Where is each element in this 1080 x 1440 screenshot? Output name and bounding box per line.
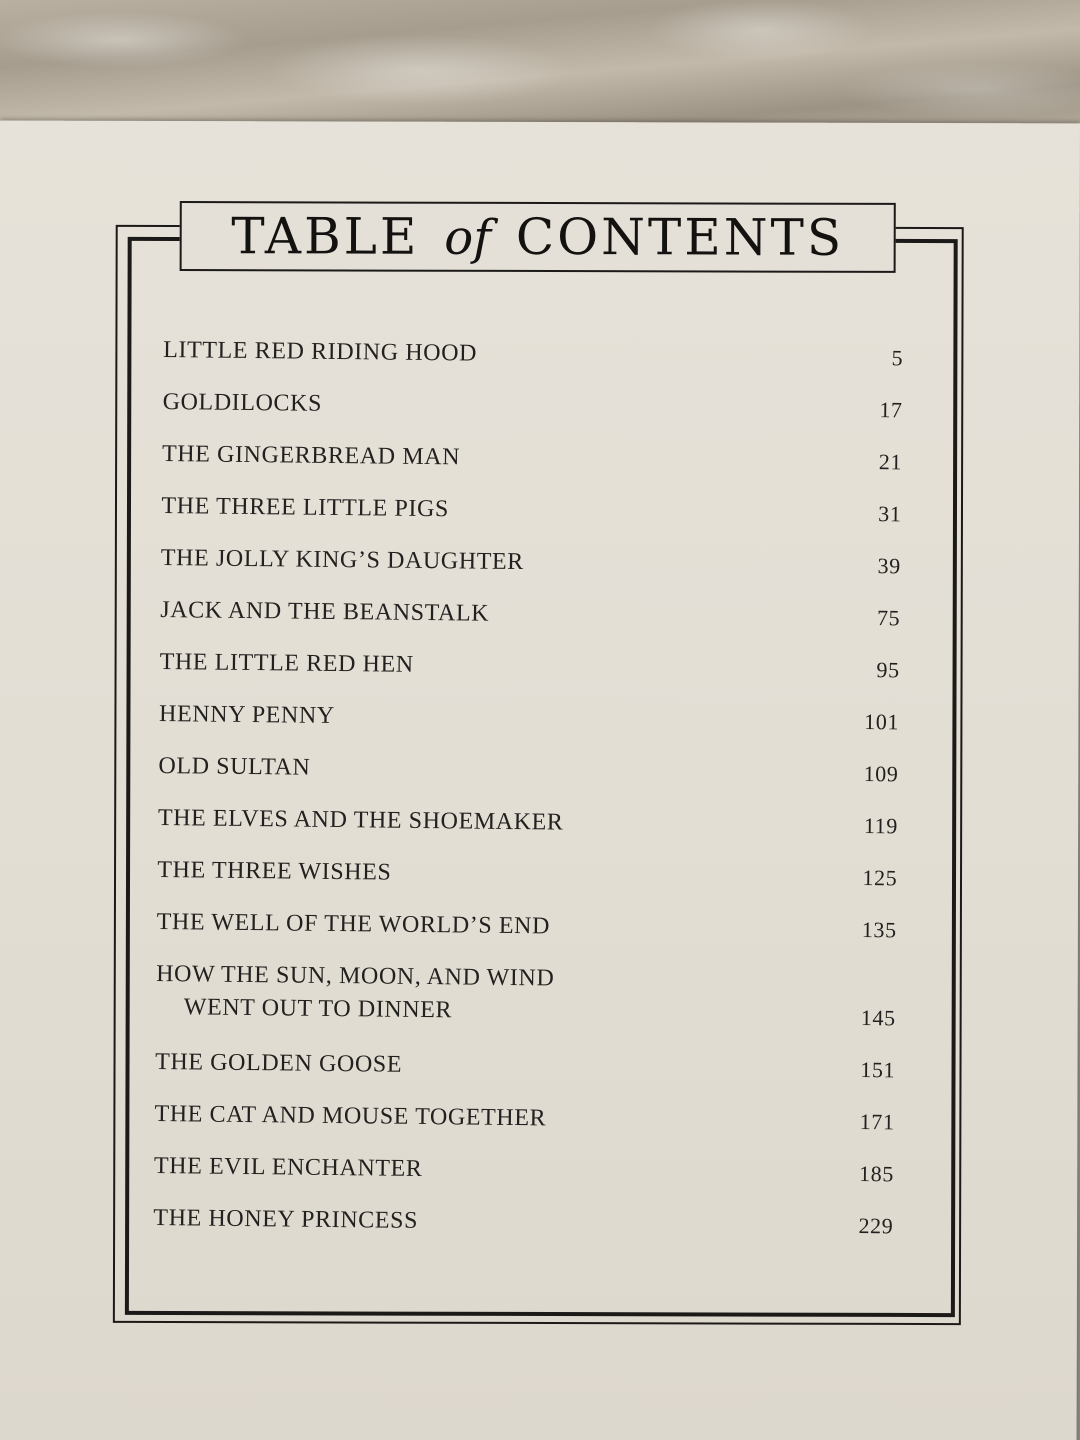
toc-list [153,331,903,1259]
toc-entry-title: JACK AND THE BEANSTALK [160,596,490,627]
toc-entry-page: 31 [878,501,902,527]
toc-entry-title: THE GINGERBREAD MAN [161,441,461,471]
toc-entry-title: THE THREE WISHES [157,856,392,886]
toc-entry-title: THE ELVES AND THE SHOEMAKER [157,804,564,836]
toc-entry-title: OLD SULTAN [158,752,311,781]
toc-entry-page: 39 [877,553,901,579]
toc-entry-title-line2: WENT OUT TO DINNER [183,994,453,1024]
toc-entry-title: THE CAT AND MOUSE TOGETHER [154,1100,547,1132]
toc-entry-title: THE GOLDEN GOOSE [155,1048,403,1078]
toc-entry-title [156,961,555,1026]
toc-entry-title: LITTLE RED RIDING HOOD [163,337,478,367]
title-word-of: of [444,209,492,266]
toc-entry-page: 151 [860,1056,896,1083]
toc-entry-page: 21 [878,449,903,475]
marble-background [0,0,1080,130]
page-title [231,207,844,267]
toc-entry [162,435,903,495]
toc-entry [153,1199,894,1259]
toc-entry [159,695,900,755]
toc-entry-title: THE THREE LITTLE PIGS [161,493,450,523]
toc-entry-page: 5 [891,345,904,371]
heading-box [180,201,896,273]
title-word-contents: CONTENTS [515,207,845,267]
toc-entry [160,591,901,651]
toc-entry [162,383,903,443]
toc-entry-title: THE JOLLY KING’S DAUGHTER [160,545,525,576]
toc-entry-page: 185 [858,1160,895,1187]
toc-entry-title: THE HONEY PRINCESS [153,1204,419,1234]
toc-entry [154,1147,895,1207]
toc-entry-page: 119 [863,812,899,839]
toc-entry-page: 17 [879,397,903,423]
toc-entry [158,799,899,859]
toc-entry [163,331,904,391]
toc-entry [155,1043,896,1103]
toc-entry-title: THE WELL OF THE WORLD’S END [156,908,551,940]
toc-entry-title: THE EVIL ENCHANTER [153,1152,423,1183]
toc-entry-title: HENNY PENNY [158,700,335,729]
toc-entry-title-line1: HOW THE SUN, MOON, AND WIND [156,960,555,992]
toc-entry [154,1095,895,1155]
toc-entry [156,903,897,963]
toc-entry-page: 145 [860,1004,896,1031]
toc-entry [155,955,896,1051]
toc-entry [161,539,902,599]
toc-entry [158,747,899,807]
toc-entry-title: THE LITTLE RED HEN [159,648,414,678]
toc-entry-page: 125 [862,864,898,891]
toc-entry-title: GOLDILOCKS [162,389,323,417]
toc-entry-page: 229 [858,1212,894,1239]
toc-entry-page: 171 [859,1108,895,1135]
toc-entry [161,487,902,547]
toc-entry-page: 75 [876,605,901,631]
toc-entry-page: 109 [863,760,899,787]
toc-entry [157,851,898,911]
toc-entry-page: 135 [861,916,897,943]
toc-entry-page: 95 [876,657,900,683]
toc-entry-page: 101 [864,708,900,735]
toc-entry [159,643,900,703]
title-word-table: TABLE [231,207,420,266]
book-page [0,121,1080,1440]
